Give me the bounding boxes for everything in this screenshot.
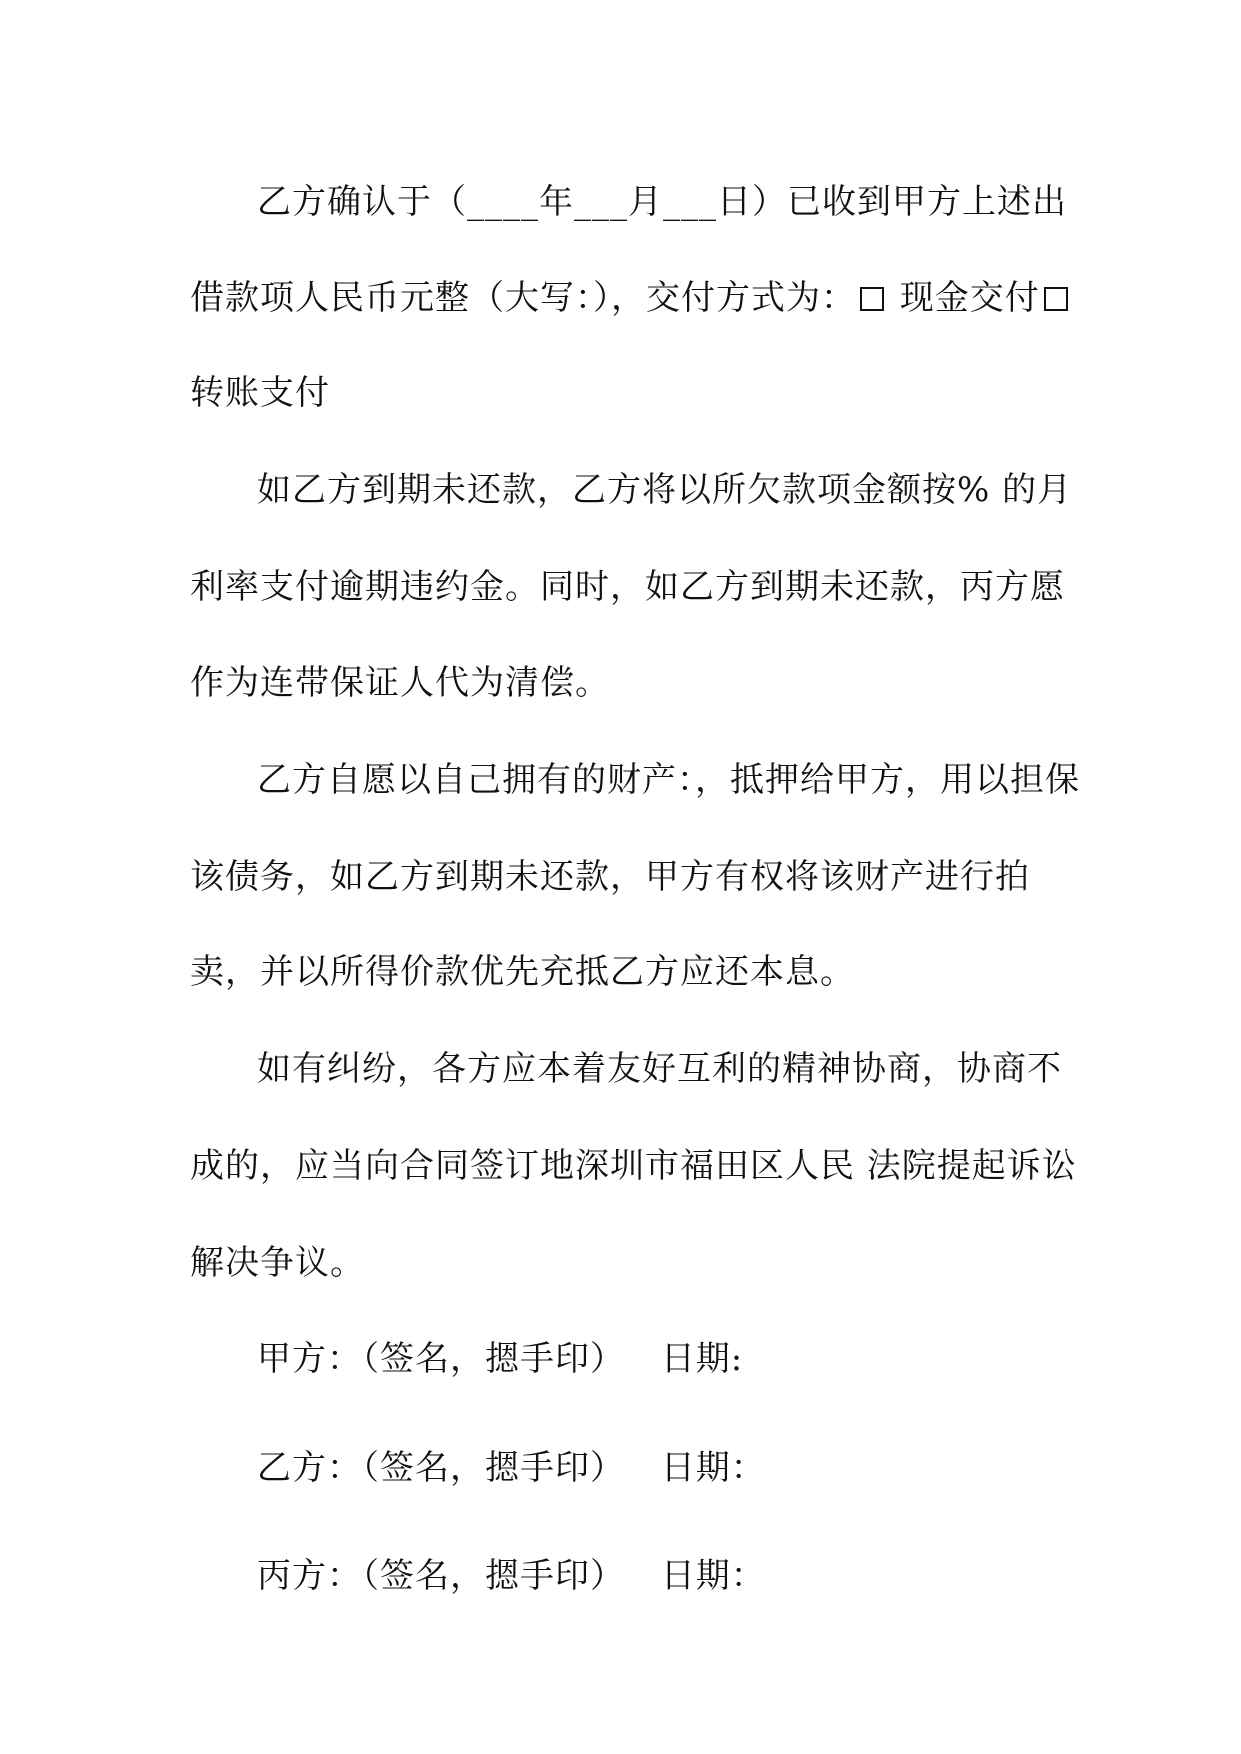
signature-party-b-date: 日期：	[660, 1448, 766, 1488]
checkbox-transfer[interactable]	[1044, 287, 1068, 311]
signature-party-c	[257, 1556, 766, 1596]
paragraph-4-line-1: 如有纠纷，各方应本着友好互利的精神协商，协商不	[257, 1049, 1062, 1089]
paragraph-1-line-1: 乙方确认于（____年___月___日）已收到甲方上述出	[257, 182, 1067, 222]
signature-party-b	[257, 1448, 766, 1488]
paragraph-2-line-2: 利率支付逾期违约金。同时，如乙方到期未还款，丙方愿	[190, 567, 1065, 607]
signature-party-a-label: 甲方：（签名，摁手印）	[257, 1339, 625, 1379]
checkbox-cash[interactable]	[860, 287, 884, 311]
paragraph-1-line-2	[190, 278, 1072, 318]
signature-party-a-date: 日期:	[660, 1339, 744, 1379]
paragraph-2-line-3: 作为连带保证人代为清偿。	[190, 663, 610, 703]
paragraph-3-line-2: 该债务，如乙方到期未还款，甲方有权将该财产进行拍	[190, 857, 1030, 897]
paragraph-2-line-1: 如乙方到期未还款，乙方将以所欠款项金额按% 的月	[257, 470, 1073, 510]
paragraph-1-line-3: 转账支付	[190, 373, 330, 413]
paragraph-4-line-2: 成的，应当向合同签订地深圳市福田区人民 法院提起诉讼	[190, 1146, 1077, 1186]
signature-party-c-date: 日期：	[660, 1556, 766, 1596]
option-cash-label: 现金交付	[899, 278, 1040, 318]
signature-party-b-label: 乙方：（签名，摁手印）	[257, 1448, 625, 1488]
paragraph-1-line-2-text: 借款项人民币元整（大写：），交付方式为：	[190, 278, 856, 318]
signature-party-c-label: 丙方：（签名，摁手印）	[257, 1556, 625, 1596]
paragraph-3-line-1: 乙方自愿以自己拥有的财产：，抵押给甲方，用以担保	[257, 760, 1080, 800]
paragraph-4-line-3: 解决争议。	[190, 1243, 365, 1283]
paragraph-3-line-3: 卖，并以所得价款优先充抵乙方应还本息。	[190, 952, 855, 992]
signature-party-a	[257, 1339, 743, 1379]
